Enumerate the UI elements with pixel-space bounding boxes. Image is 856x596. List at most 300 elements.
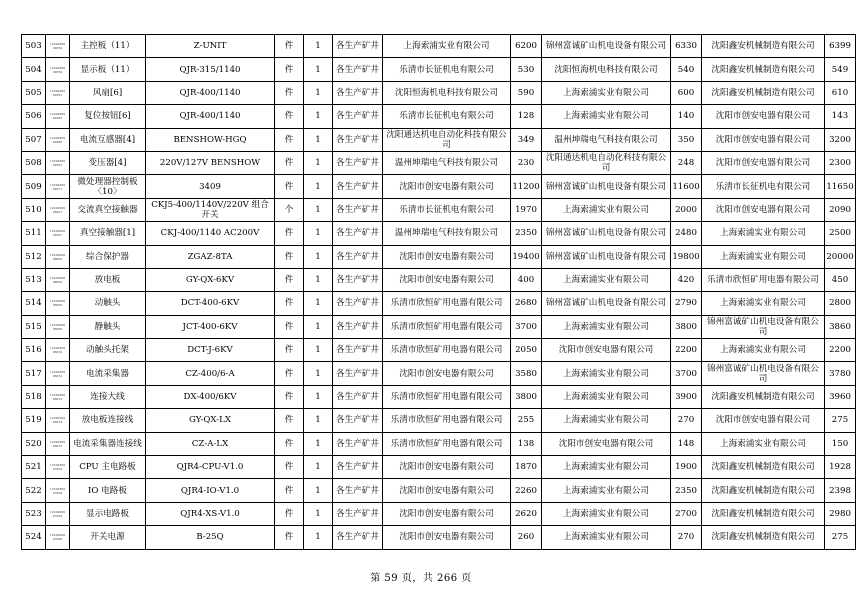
seq-cell: 509 [22, 175, 46, 198]
quantity-cell: 1 [304, 526, 333, 549]
location-cell: 各生产矿井 [333, 315, 383, 338]
price-1-cell: 6200 [511, 35, 542, 58]
supplier-1-cell: 沈阳市创安电器有限公司 [383, 268, 511, 291]
unit-cell: 件 [275, 245, 304, 268]
supplier-1-cell: 沈阳市创安电器有限公司 [383, 479, 511, 502]
seq-cell: 514 [22, 292, 46, 315]
location-cell: 各生产矿井 [333, 105, 383, 128]
unit-cell: 件 [275, 339, 304, 362]
price-1-cell: 400 [511, 268, 542, 291]
item-name-cell: 风扇[6] [70, 81, 146, 104]
model-cell: DCT-J-6KV [146, 339, 275, 362]
unit-cell: 件 [275, 128, 304, 151]
material-code-cell: 12200360 02871 [46, 175, 70, 198]
seq-cell: 521 [22, 456, 46, 479]
quantity-cell: 1 [304, 198, 333, 221]
supplier-2-cell: 上海索浦实业有限公司 [542, 105, 671, 128]
quantity-cell: 1 [304, 128, 333, 151]
table-row [22, 479, 856, 502]
table-row [22, 339, 856, 362]
supplier-3-cell: 沈阳鑫安机械制造有限公司 [702, 81, 825, 104]
supplier-1-cell: 沈阳恒海机电科技有限公司 [383, 81, 511, 104]
price-1-cell: 19400 [511, 245, 542, 268]
price-3-cell: 2398 [825, 479, 856, 502]
price-3-cell: 3780 [825, 362, 856, 385]
supplier-3-cell: 上海索浦实业有限公司 [702, 292, 825, 315]
supplier-3-cell: 沈阳市创安电器有限公司 [702, 409, 825, 432]
seq-cell: 524 [22, 526, 46, 549]
supplier-3-cell: 上海索浦实业有限公司 [702, 222, 825, 245]
price-3-cell: 450 [825, 268, 856, 291]
model-cell: GY-QX-LX [146, 409, 275, 432]
location-cell: 各生产矿井 [333, 339, 383, 362]
price-1-cell: 530 [511, 58, 542, 81]
quantity-cell: 1 [304, 362, 333, 385]
location-cell: 各生产矿井 [333, 81, 383, 104]
supplier-2-cell: 上海索浦实业有限公司 [542, 385, 671, 408]
location-cell: 各生产矿井 [333, 479, 383, 502]
supplier-2-cell: 锦州富诚矿山机电设备有限公司 [542, 222, 671, 245]
supplier-1-cell: 沈阳市创安电器有限公司 [383, 362, 511, 385]
material-code-cell: 12200360 06806 [46, 315, 70, 338]
price-2-cell: 270 [671, 526, 702, 549]
supplier-1-cell: 乐清市欣恒矿用电器有限公司 [383, 315, 511, 338]
location-cell: 各生产矿井 [333, 58, 383, 81]
price-1-cell: 1970 [511, 198, 542, 221]
price-3-cell: 2300 [825, 151, 856, 174]
item-name-cell: 显示板（11） [70, 58, 146, 81]
model-cell: DX-400/6KV [146, 385, 275, 408]
supplier-price-table [21, 34, 856, 550]
supplier-2-cell: 温州坤瑞电气科技有限公司 [542, 128, 671, 151]
price-3-cell: 2500 [825, 222, 856, 245]
supplier-2-cell: 沈阳通达机电自动化科技有限公司 [542, 151, 671, 174]
location-cell: 各生产矿井 [333, 268, 383, 291]
supplier-1-cell: 沈阳市创安电器有限公司 [383, 502, 511, 525]
location-cell: 各生产矿井 [333, 35, 383, 58]
material-code-cell: 12200360 02866 [46, 128, 70, 151]
seq-cell: 506 [22, 105, 46, 128]
table-row [22, 175, 856, 198]
material-code-cell: 12200360 06815 [46, 432, 70, 455]
table-row [22, 222, 856, 245]
seq-cell: 516 [22, 339, 46, 362]
location-cell: 各生产矿井 [333, 175, 383, 198]
item-name-cell: 动触头托架 [70, 339, 146, 362]
supplier-3-cell: 沈阳市创安电器有限公司 [702, 128, 825, 151]
location-cell: 各生产矿井 [333, 222, 383, 245]
model-cell: ZGAZ-8TA [146, 245, 275, 268]
supplier-3-cell: 沈阳鑫安机械制造有限公司 [702, 35, 825, 58]
seq-cell: 520 [22, 432, 46, 455]
price-2-cell: 2700 [671, 502, 702, 525]
unit-cell: 件 [275, 151, 304, 174]
seq-cell: 522 [22, 479, 46, 502]
material-code-cell: 12200360 06810 [46, 339, 70, 362]
table-row [22, 151, 856, 174]
unit-cell: 件 [275, 526, 304, 549]
table-row [22, 245, 856, 268]
unit-cell: 件 [275, 292, 304, 315]
supplier-3-cell: 上海索浦实业有限公司 [702, 245, 825, 268]
supplier-1-cell: 沈阳市创安电器有限公司 [383, 245, 511, 268]
model-cell: B-25Q [146, 526, 275, 549]
unit-cell: 件 [275, 175, 304, 198]
unit-cell: 件 [275, 502, 304, 525]
model-cell: GY-QX-6KV [146, 268, 275, 291]
table-body [22, 35, 856, 550]
supplier-1-cell: 乐清市长征机电有限公司 [383, 58, 511, 81]
table-row [22, 105, 856, 128]
model-cell: QJR-315/1140 [146, 58, 275, 81]
price-2-cell: 270 [671, 409, 702, 432]
quantity-cell: 1 [304, 479, 333, 502]
price-2-cell: 2200 [671, 339, 702, 362]
item-name-cell: 放电板 [70, 268, 146, 291]
model-cell: CZ-400/6-A [146, 362, 275, 385]
item-name-cell: 电流采集器 [70, 362, 146, 385]
quantity-cell: 1 [304, 432, 333, 455]
material-code-cell: 12200360 06802 [46, 245, 70, 268]
supplier-2-cell: 上海索浦实业有限公司 [542, 315, 671, 338]
location-cell: 各生产矿井 [333, 198, 383, 221]
supplier-3-cell: 上海索浦实业有限公司 [702, 432, 825, 455]
unit-cell: 件 [275, 222, 304, 245]
table-row [22, 198, 856, 221]
item-name-cell: 综合保护器 [70, 245, 146, 268]
model-cell: Z-UNIT [146, 35, 275, 58]
quantity-cell: 1 [304, 105, 333, 128]
material-code-cell: 12200360 02863 [46, 105, 70, 128]
material-code-cell: 12200360 05067 [46, 222, 70, 245]
material-code-cell: 12200360 06814 [46, 409, 70, 432]
price-2-cell: 2790 [671, 292, 702, 315]
quantity-cell: 1 [304, 175, 333, 198]
supplier-3-cell: 乐清市欣恒矿用电器有限公司 [702, 268, 825, 291]
quantity-cell: 1 [304, 268, 333, 291]
supplier-2-cell: 沈阳市创安电器有限公司 [542, 339, 671, 362]
table-row [22, 456, 856, 479]
supplier-3-cell: 沈阳鑫安机械制造有限公司 [702, 58, 825, 81]
price-2-cell: 2000 [671, 198, 702, 221]
price-2-cell: 3800 [671, 315, 702, 338]
supplier-1-cell: 乐清市欣恒矿用电器有限公司 [383, 292, 511, 315]
item-name-cell: 电流互感器[4] [70, 128, 146, 151]
price-1-cell: 11200 [511, 175, 542, 198]
item-name-cell: 动触头 [70, 292, 146, 315]
supplier-2-cell: 上海索浦实业有限公司 [542, 409, 671, 432]
seq-cell: 511 [22, 222, 46, 245]
price-1-cell: 230 [511, 151, 542, 174]
item-name-cell: 电流采集器连接线 [70, 432, 146, 455]
item-name-cell: 微处理器控制板〈10〉 [70, 175, 146, 198]
material-code-cell: 12200360 06901 [46, 198, 70, 221]
price-3-cell: 2200 [825, 339, 856, 362]
quantity-cell: 1 [304, 81, 333, 104]
supplier-3-cell: 乐清市长征机电有限公司 [702, 175, 825, 198]
material-code-cell: 12200360 07805 [46, 502, 70, 525]
unit-cell: 件 [275, 268, 304, 291]
quantity-cell: 1 [304, 385, 333, 408]
item-name-cell: 真空接触器[1] [70, 222, 146, 245]
location-cell: 各生产矿井 [333, 362, 383, 385]
item-name-cell: 放电板连接线 [70, 409, 146, 432]
quantity-cell: 1 [304, 292, 333, 315]
price-1-cell: 590 [511, 81, 542, 104]
quantity-cell: 1 [304, 502, 333, 525]
quantity-cell: 1 [304, 315, 333, 338]
table-row [22, 526, 856, 549]
item-name-cell: 显示电路板 [70, 502, 146, 525]
seq-cell: 518 [22, 385, 46, 408]
price-3-cell: 610 [825, 81, 856, 104]
material-code-cell: 12200360 07806 [46, 526, 70, 549]
supplier-2-cell: 锦州富诚矿山机电设备有限公司 [542, 292, 671, 315]
price-2-cell: 540 [671, 58, 702, 81]
supplier-2-cell: 上海索浦实业有限公司 [542, 502, 671, 525]
table-row [22, 315, 856, 338]
supplier-1-cell: 沈阳市创安电器有限公司 [383, 526, 511, 549]
supplier-3-cell: 沈阳鑫安机械制造有限公司 [702, 479, 825, 502]
material-code-cell: 12200360 02859 [46, 58, 70, 81]
price-2-cell: 2480 [671, 222, 702, 245]
item-name-cell: 交流真空接触器 [70, 198, 146, 221]
price-3-cell: 549 [825, 58, 856, 81]
unit-cell: 件 [275, 432, 304, 455]
price-3-cell: 3960 [825, 385, 856, 408]
seq-cell: 508 [22, 151, 46, 174]
unit-cell: 件 [275, 385, 304, 408]
seq-cell: 507 [22, 128, 46, 151]
supplier-1-cell: 乐清市欣恒矿用电器有限公司 [383, 385, 511, 408]
price-1-cell: 1870 [511, 456, 542, 479]
supplier-3-cell: 沈阳市创安电器有限公司 [702, 105, 825, 128]
supplier-2-cell: 上海索浦实业有限公司 [542, 268, 671, 291]
unit-cell: 件 [275, 105, 304, 128]
price-3-cell: 3860 [825, 315, 856, 338]
supplier-2-cell: 上海索浦实业有限公司 [542, 526, 671, 549]
price-2-cell: 19800 [671, 245, 702, 268]
price-3-cell: 3200 [825, 128, 856, 151]
quantity-cell: 1 [304, 339, 333, 362]
unit-cell: 件 [275, 479, 304, 502]
item-name-cell: 主控板（11） [70, 35, 146, 58]
model-cell: QJR-400/1140 [146, 81, 275, 104]
table-row [22, 502, 856, 525]
model-cell: QJR4-IO-V1.0 [146, 479, 275, 502]
model-cell: DCT-400-6KV [146, 292, 275, 315]
price-1-cell: 128 [511, 105, 542, 128]
price-2-cell: 2350 [671, 479, 702, 502]
material-code-cell: 12200360 02867 [46, 151, 70, 174]
table-row [22, 35, 856, 58]
seq-cell: 513 [22, 268, 46, 291]
location-cell: 各生产矿井 [333, 128, 383, 151]
seq-cell: 503 [22, 35, 46, 58]
table-row [22, 409, 856, 432]
supplier-1-cell: 乐清市欣恒矿用电器有限公司 [383, 409, 511, 432]
unit-cell: 件 [275, 409, 304, 432]
item-name-cell: 连接大线 [70, 385, 146, 408]
material-code-cell: 12200360 06812 [46, 362, 70, 385]
unit-cell: 件 [275, 81, 304, 104]
unit-cell: 件 [275, 58, 304, 81]
material-code-cell: 12200360 02861 [46, 81, 70, 104]
table-row [22, 292, 856, 315]
item-name-cell: IO 电路板 [70, 479, 146, 502]
price-1-cell: 2260 [511, 479, 542, 502]
price-1-cell: 3580 [511, 362, 542, 385]
model-cell: BENSHOW-HGQ [146, 128, 275, 151]
item-name-cell: CPU 主电路板 [70, 456, 146, 479]
supplier-3-cell: 沈阳鑫安机械制造有限公司 [702, 385, 825, 408]
supplier-1-cell: 乐清市欣恒矿用电器有限公司 [383, 432, 511, 455]
supplier-1-cell: 温州坤瑞电气科技有限公司 [383, 151, 511, 174]
supplier-2-cell: 上海索浦实业有限公司 [542, 456, 671, 479]
unit-cell: 个 [275, 198, 304, 221]
supplier-3-cell: 锦州富诚矿山机电设备有限公司 [702, 315, 825, 338]
model-cell: JCT-400-6KV [146, 315, 275, 338]
location-cell: 各生产矿井 [333, 456, 383, 479]
price-2-cell: 420 [671, 268, 702, 291]
supplier-2-cell: 上海索浦实业有限公司 [542, 81, 671, 104]
seq-cell: 523 [22, 502, 46, 525]
model-cell: 220V/127V BENSHOW [146, 151, 275, 174]
price-1-cell: 260 [511, 526, 542, 549]
price-3-cell: 143 [825, 105, 856, 128]
price-2-cell: 6330 [671, 35, 702, 58]
supplier-2-cell: 沈阳市创安电器有限公司 [542, 432, 671, 455]
price-3-cell: 275 [825, 526, 856, 549]
price-2-cell: 248 [671, 151, 702, 174]
table-row [22, 268, 856, 291]
supplier-2-cell: 上海索浦实业有限公司 [542, 362, 671, 385]
quantity-cell: 1 [304, 245, 333, 268]
price-2-cell: 350 [671, 128, 702, 151]
seq-cell: 512 [22, 245, 46, 268]
model-cell: QJR4-XS-V1.0 [146, 502, 275, 525]
item-name-cell: 复位按钮[6] [70, 105, 146, 128]
price-1-cell: 3700 [511, 315, 542, 338]
supplier-1-cell: 乐清市长征机电有限公司 [383, 105, 511, 128]
quantity-cell: 1 [304, 35, 333, 58]
price-3-cell: 1928 [825, 456, 856, 479]
location-cell: 各生产矿井 [333, 385, 383, 408]
supplier-1-cell: 上海索浦实业有限公司 [383, 35, 511, 58]
price-3-cell: 11650 [825, 175, 856, 198]
location-cell: 各生产矿井 [333, 409, 383, 432]
seq-cell: 519 [22, 409, 46, 432]
price-3-cell: 20000 [825, 245, 856, 268]
supplier-1-cell: 温州坤瑞电气科技有限公司 [383, 222, 511, 245]
supplier-2-cell: 上海索浦实业有限公司 [542, 479, 671, 502]
price-3-cell: 6399 [825, 35, 856, 58]
seq-cell: 504 [22, 58, 46, 81]
supplier-1-cell: 沈阳市创安电器有限公司 [383, 456, 511, 479]
supplier-1-cell: 乐清市欣恒矿用电器有限公司 [383, 339, 511, 362]
material-code-cell: 12200360 06805 [46, 292, 70, 315]
price-2-cell: 11600 [671, 175, 702, 198]
item-name-cell: 开关电源 [70, 526, 146, 549]
unit-cell: 件 [275, 315, 304, 338]
price-1-cell: 2050 [511, 339, 542, 362]
quantity-cell: 1 [304, 409, 333, 432]
material-code-cell: 12200360 06803 [46, 268, 70, 291]
model-cell: QJR4-CPU-V1.0 [146, 456, 275, 479]
material-code-cell: 12200360 06813 [46, 385, 70, 408]
model-cell: CZ-A-LX [146, 432, 275, 455]
seq-cell: 515 [22, 315, 46, 338]
seq-cell: 510 [22, 198, 46, 221]
unit-cell: 件 [275, 362, 304, 385]
supplier-1-cell: 沈阳市创安电器有限公司 [383, 175, 511, 198]
location-cell: 各生产矿井 [333, 151, 383, 174]
price-1-cell: 2680 [511, 292, 542, 315]
table-row [22, 362, 856, 385]
price-1-cell: 138 [511, 432, 542, 455]
seq-cell: 517 [22, 362, 46, 385]
price-2-cell: 140 [671, 105, 702, 128]
price-2-cell: 3700 [671, 362, 702, 385]
table-row [22, 81, 856, 104]
location-cell: 各生产矿井 [333, 526, 383, 549]
supplier-2-cell: 锦州富诚矿山机电设备有限公司 [542, 175, 671, 198]
price-3-cell: 2800 [825, 292, 856, 315]
supplier-3-cell: 锦州富诚矿山机电设备有限公司 [702, 362, 825, 385]
price-3-cell: 275 [825, 409, 856, 432]
supplier-1-cell: 沈阳通达机电自动化科技有限公司 [383, 128, 511, 151]
table-row [22, 128, 856, 151]
location-cell: 各生产矿井 [333, 502, 383, 525]
price-1-cell: 3800 [511, 385, 542, 408]
price-2-cell: 3900 [671, 385, 702, 408]
supplier-2-cell: 锦州富诚矿山机电设备有限公司 [542, 245, 671, 268]
supplier-2-cell: 锦州富诚矿山机电设备有限公司 [542, 35, 671, 58]
table-row [22, 432, 856, 455]
price-3-cell: 150 [825, 432, 856, 455]
price-1-cell: 2620 [511, 502, 542, 525]
table-row [22, 58, 856, 81]
price-1-cell: 2350 [511, 222, 542, 245]
supplier-3-cell: 沈阳鑫安机械制造有限公司 [702, 502, 825, 525]
location-cell: 各生产矿井 [333, 432, 383, 455]
supplier-1-cell: 乐清市长征机电有限公司 [383, 198, 511, 221]
unit-cell: 件 [275, 35, 304, 58]
model-cell: QJR-400/1140 [146, 105, 275, 128]
supplier-3-cell: 沈阳市创安电器有限公司 [702, 151, 825, 174]
supplier-3-cell: 上海索浦实业有限公司 [702, 339, 825, 362]
material-code-cell: 12200360 02850 [46, 35, 70, 58]
quantity-cell: 1 [304, 456, 333, 479]
quantity-cell: 1 [304, 151, 333, 174]
location-cell: 各生产矿井 [333, 292, 383, 315]
supplier-3-cell: 沈阳鑫安机械制造有限公司 [702, 526, 825, 549]
seq-cell: 505 [22, 81, 46, 104]
unit-cell: 件 [275, 456, 304, 479]
material-code-cell: 12200360 07804 [46, 479, 70, 502]
quantity-cell: 1 [304, 58, 333, 81]
supplier-3-cell: 沈阳鑫安机械制造有限公司 [702, 456, 825, 479]
price-1-cell: 349 [511, 128, 542, 151]
supplier-2-cell: 上海索浦实业有限公司 [542, 198, 671, 221]
material-code-cell: 12200360 07803 [46, 456, 70, 479]
price-3-cell: 2090 [825, 198, 856, 221]
model-cell: CKJ5-400/1140V/220V 组合开关 [146, 198, 275, 221]
price-3-cell: 2980 [825, 502, 856, 525]
price-2-cell: 600 [671, 81, 702, 104]
supplier-2-cell: 沈阳恒海机电科技有限公司 [542, 58, 671, 81]
price-1-cell: 255 [511, 409, 542, 432]
